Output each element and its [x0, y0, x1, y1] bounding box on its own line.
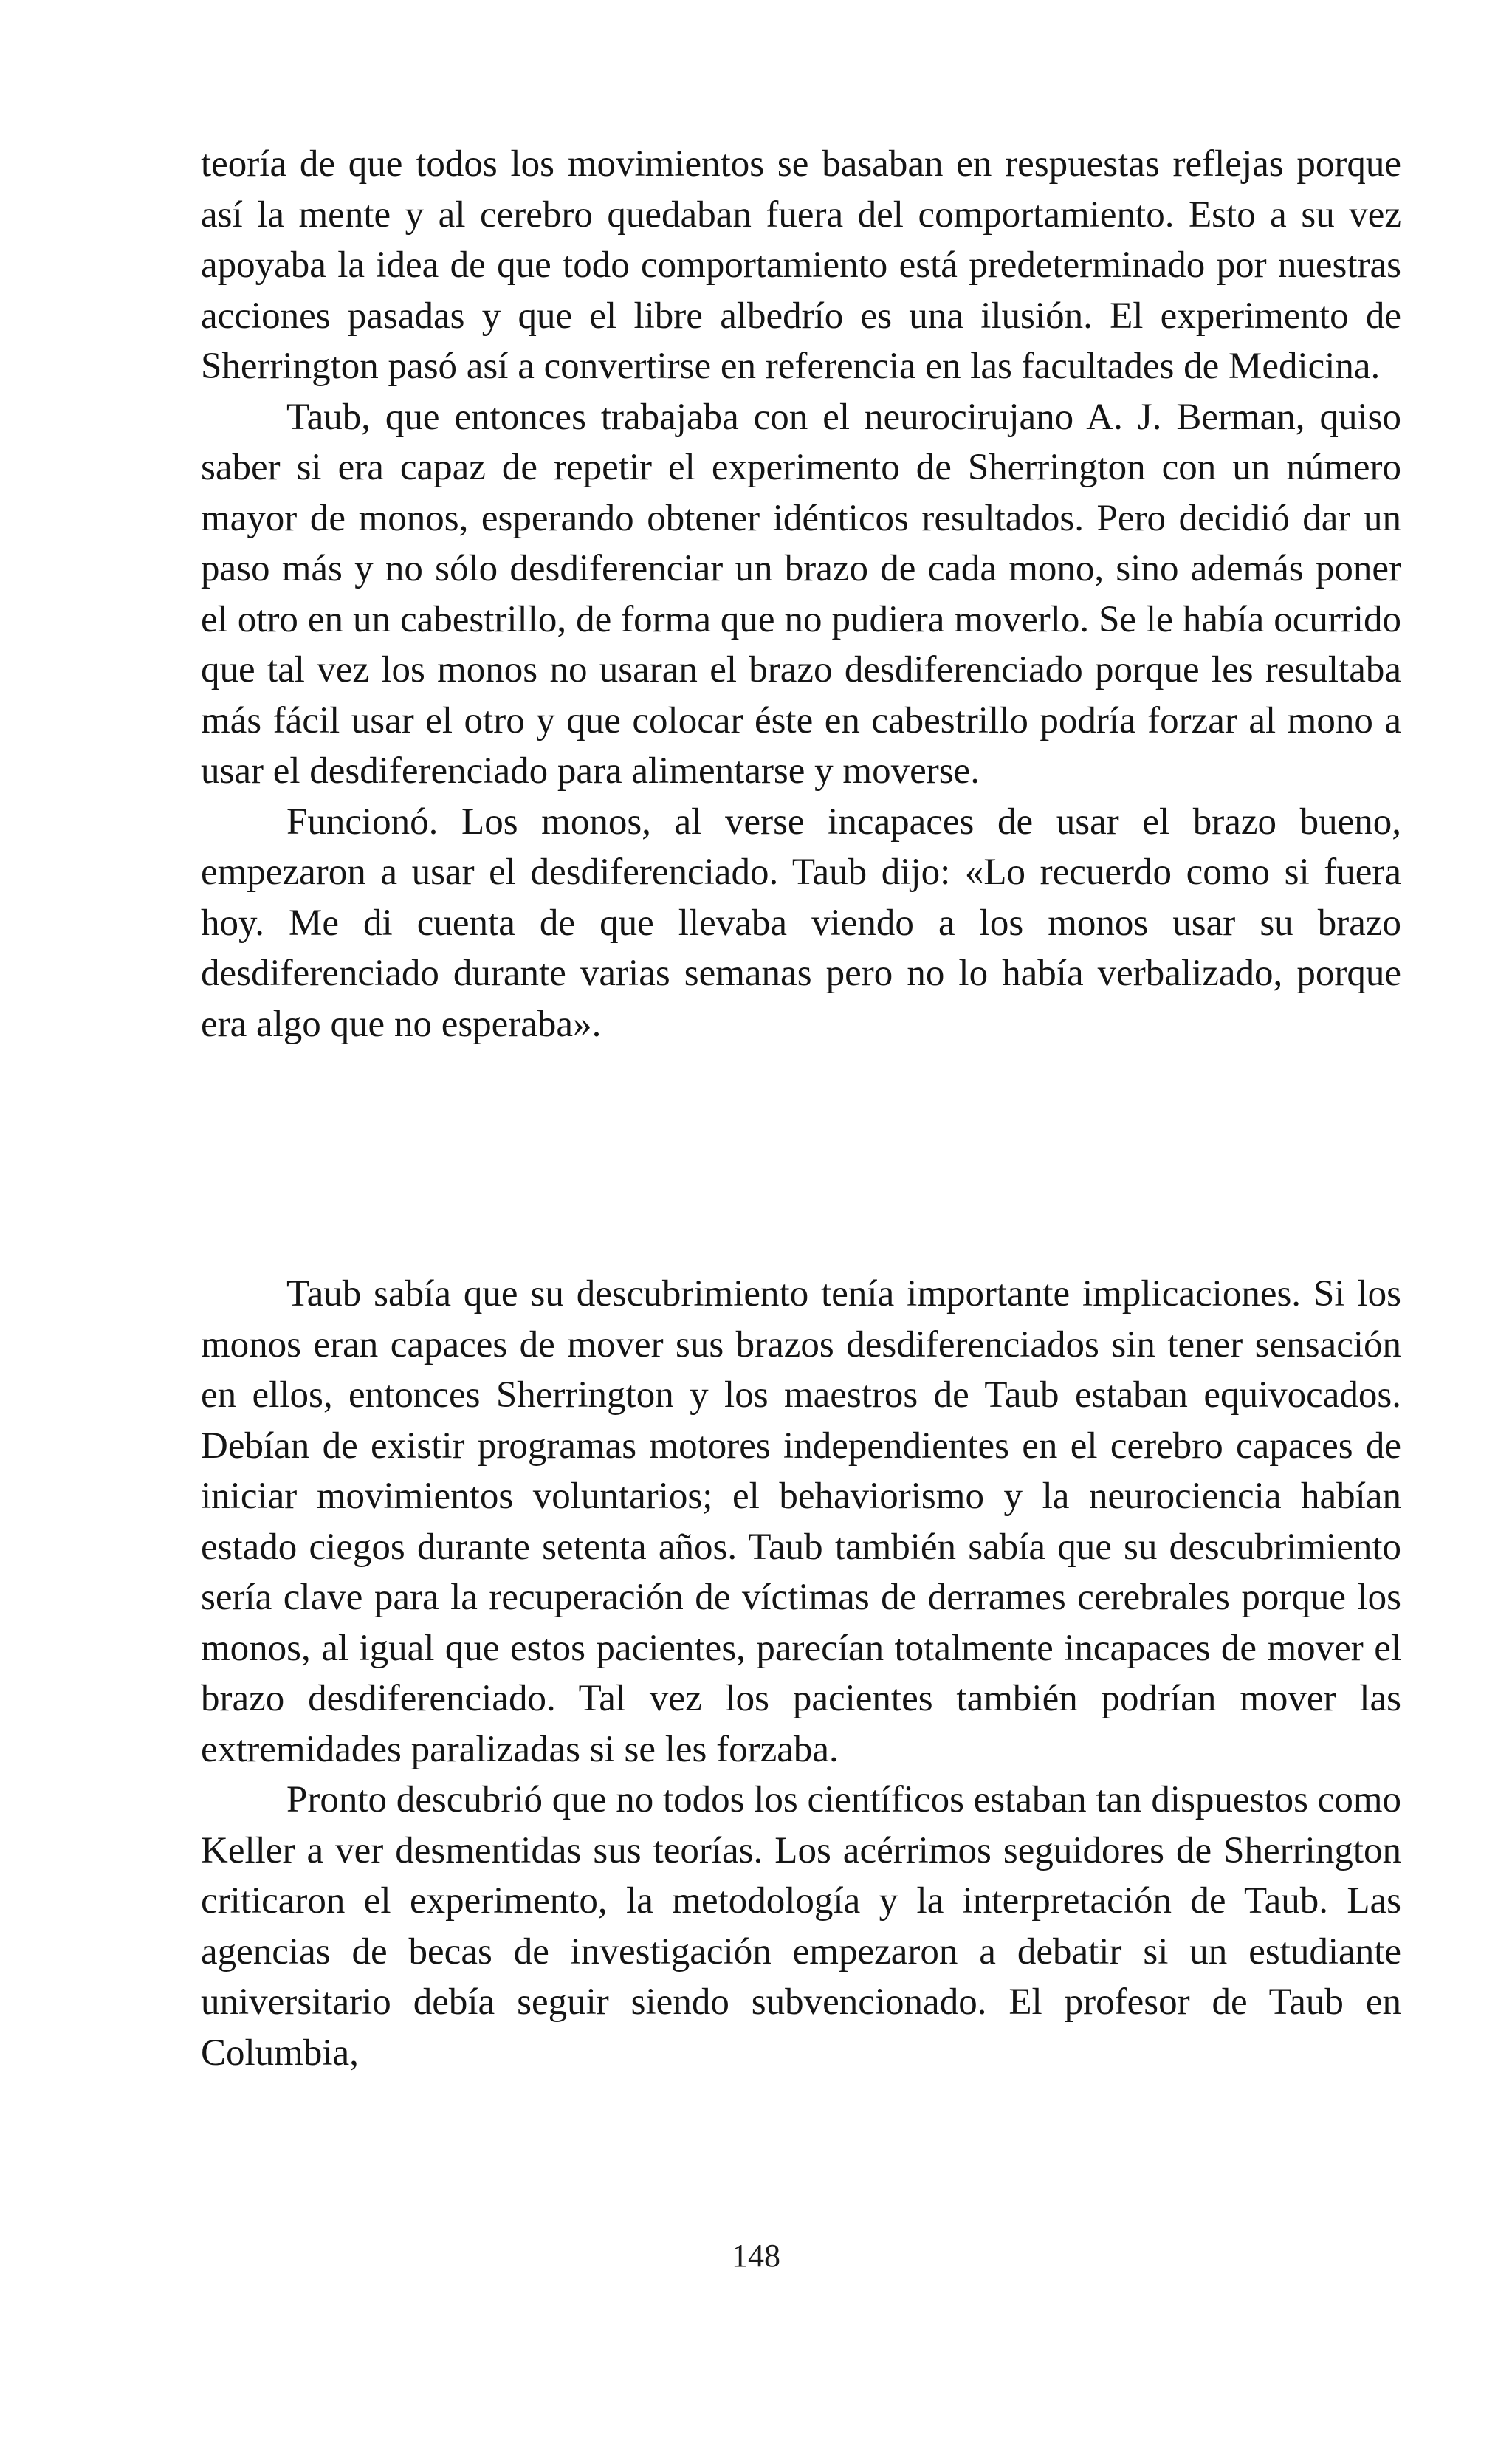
page-number: 148	[732, 2238, 780, 2274]
text-section-1	[201, 139, 1401, 1049]
paragraph: Funcionó. Los monos, al verse incapaces de usar el brazo bueno, empezaron a usar el desdiferenciado. Taub dijo: «Lo recuerdo como si fuera hoy. Me di cuenta de que llevaba viendo a los monos usar su brazo desdiferenciado durante varias semanas pero no lo había verbalizado, porque era algo que no esperaba».	[201, 801, 1401, 1045]
paragraph: Taub sabía que su descubrimiento tenía importante implicaciones. Si los monos eran capaces de mover sus brazos desdiferenciados sin tener sensación en ellos, entonces Sherrington y los maestros de Taub estaban equivocados. Debían de existir programas motores independientes en el cerebro capaces de iniciar movimientos voluntarios; el behaviorismo y la neurociencia habían estado ciegos durante setenta años. Taub también sabía que su descubrimiento sería clave para la recuperación de víctimas de derrames cerebrales porque los monos, al igual que estos pacientes, parecían totalmente incapaces de mover el brazo desdiferenciado. Tal vez los pacientes también podrían mover las extremidades paralizadas si se les forzaba.	[201, 1273, 1401, 1770]
paragraph: Taub, que entonces trabajaba con el neurocirujano A. J. Berman, quiso saber si era capaz de repetir el experimento de Sherrington con un número mayor de monos, esperando obtener idénticos resultados. Pero decidió dar un paso más y no sólo desdiferenciar un brazo de cada mono, sino además poner el otro en un cabestrillo, de forma que no pudiera moverlo. Se le había ocurrido que tal vez los monos no usaran el brazo desdiferenciado porque les resultaba más fácil usar el otro y que colocar éste en cabestrillo podría forzar al mono a usar el desdiferenciado para alimentarse y moverse.	[201, 396, 1401, 792]
paragraph-continued: teoría de que todos los movimientos se basaban en respuestas reflejas porque así la mente y al cerebro quedaban fuera del comportamiento. Esto a su vez apoyaba la idea de que todo comportamiento está predeterminado por nuestras acciones pasadas y que el libre albedrío es una ilusión. El experimento de Sherrington pasó así a convertirse en referencia en las facultades de Medicina.	[201, 143, 1401, 387]
text-section-2	[201, 1269, 1401, 2078]
paragraph: Pronto descubrió que no todos los científicos estaban tan dispuestos como Keller a ver desmentidas sus teorías. Los acérrimos seguidores de Sherrington criticaron el experimento, la metodología y la interpretación de Taub. Las agencias de becas de investigación empezaron a debatir si un estudiante universitario debía seguir siendo subvencionado. El profesor de Taub en Columbia,	[201, 1779, 1401, 2074]
